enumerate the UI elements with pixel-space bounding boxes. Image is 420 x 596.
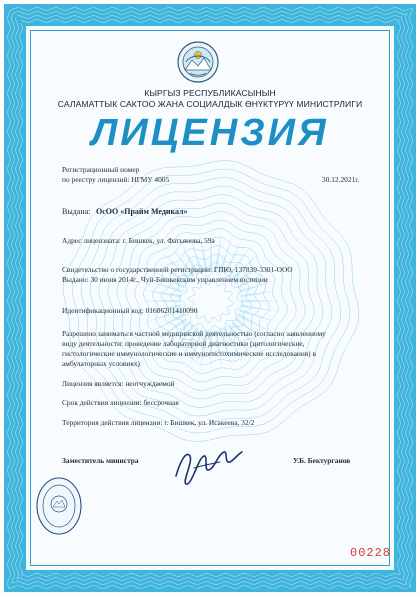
header-line-2: САЛАМАТТЫК САКТОО ЖАНА СОЦИАЛДЫК ӨНҮКТҮРҮҮ МИНИСТРЛИГИ xyxy=(57,99,363,109)
registration-date: 30.12.2021г. xyxy=(322,175,360,184)
state-registration-line-2: Выдано: 30 июня 2014г., Чуй-Бишкекским управлением юстиции xyxy=(62,275,268,284)
document-title: ЛИЦЕНЗИЯ xyxy=(91,112,329,154)
official-stamp-icon xyxy=(34,474,84,538)
issued-to-label: Выдана: xyxy=(62,207,91,216)
serial-number: 00228 xyxy=(350,546,392,560)
state-registration-line-1: Свидетельство о государственной регистрации: ГПЮ, 137839-3301-ООО xyxy=(62,265,293,274)
license-territory: Территория действия лицензии: г. Бишкек, ул. Исакеева, 32/2 xyxy=(62,418,255,427)
permission-line-4: амбулаторных условиях) xyxy=(62,359,140,368)
signatory-name: У.Б. Бектурганов xyxy=(293,456,351,465)
kyrgyz-state-emblem-icon xyxy=(176,40,220,84)
registration-number: по реестру лицензий: НГМУ 4005 xyxy=(62,175,170,184)
permission-line-1: Разрешено заниматься частной медицинской деятельностью (согласно заявленному xyxy=(62,329,326,338)
header-line-1: КЫРГЫЗ РЕСПУБЛИКАСЫНЫН xyxy=(144,88,276,98)
signatory-position: Заместитель министра xyxy=(62,456,139,465)
signature-icon xyxy=(170,440,245,490)
permission-line-3: гистологические иммунологические и иммуногистохимические исследования) в xyxy=(62,349,316,358)
licensee-address: Адрес лицензиата: г. Бишкек, ул. Фатьянова, 59а xyxy=(62,236,215,245)
identification-code: Идентификационный код: 01606201410090 xyxy=(62,306,198,315)
issued-to-value: ОсОО «Прайм Медикал» xyxy=(96,207,188,216)
permission-line-2: виду деятельности: проведение лабораторной диагностики (цитологические, xyxy=(62,339,305,348)
license-type: Лицензия является: неотчуждаемой xyxy=(62,379,175,388)
registration-label: Регистрационный номер xyxy=(62,165,140,174)
license-validity: Срок действия лицензии: бессрочная xyxy=(62,398,179,407)
